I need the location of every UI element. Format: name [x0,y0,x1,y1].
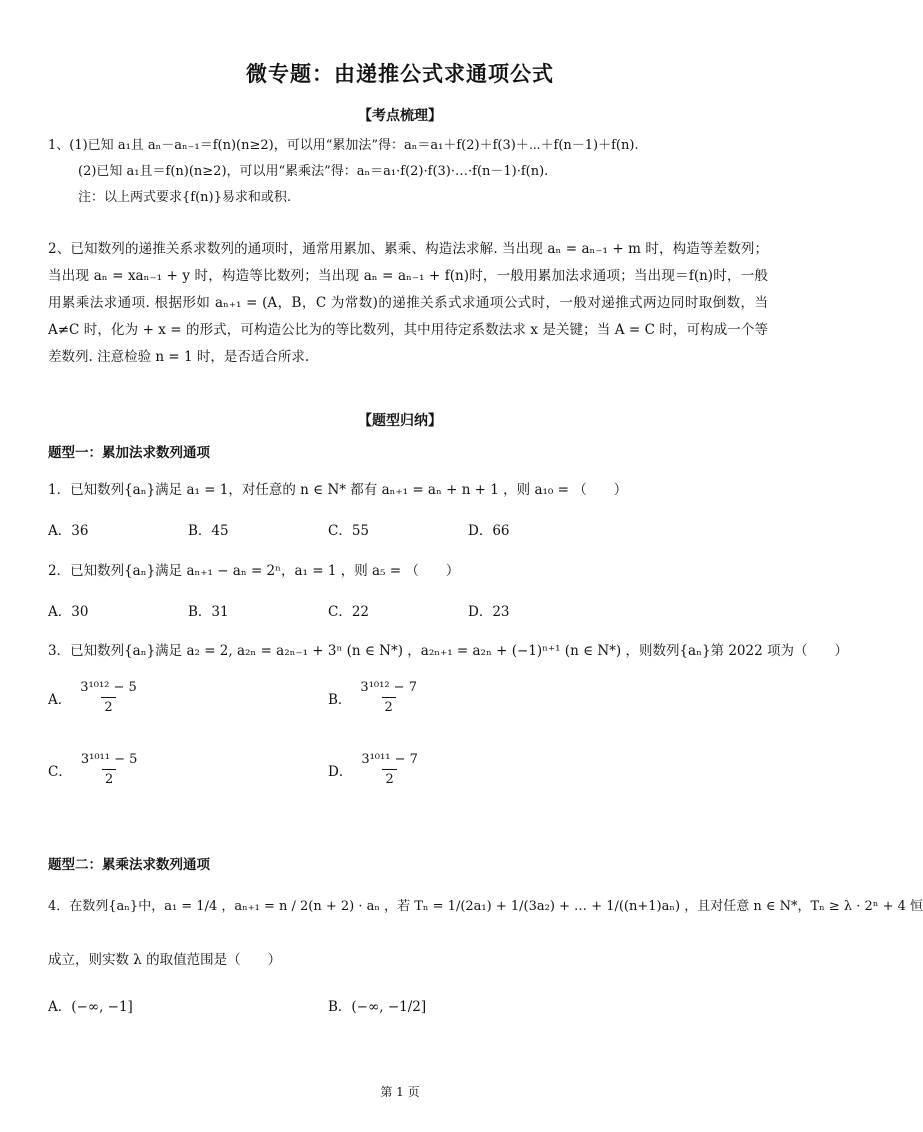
option-label: B． [328,691,352,708]
fraction [357,680,420,715]
type-2-heading: 题型二：累乘法求数列通项 [48,857,210,873]
question-2-option-c: C．22 [328,604,370,620]
section-heading-question-types: 【题型归纳】 [358,413,442,429]
fraction-denominator: 2 [382,769,396,787]
fraction-denominator: 2 [102,769,116,787]
question-1-option-c: C．55 [328,523,370,539]
fraction [78,752,141,787]
question-1: 1．已知数列{aₙ}满足 a₁ = 1，对任意的 n ∈ N* 都有 aₙ₊₁ = aₙ + n + 1 ，则 a₁₀ = （ ） [48,482,628,498]
fraction-numerator: 3¹⁰¹² − 5 [80,680,137,695]
question-2-option-a: A．30 [48,604,89,620]
option-label: A． [48,691,72,708]
fraction [77,680,140,715]
question-4-option-b: B．(−∞, −1/2] [328,999,427,1015]
fraction-denominator: 2 [101,697,115,715]
fraction-numerator: 3¹⁰¹¹ − 5 [80,752,138,767]
fraction-numerator: 3¹⁰¹² − 7 [360,680,417,695]
fraction [358,752,421,787]
question-3-option-a [48,680,140,715]
question-3: 3．已知数列{aₙ}满足 a₂ = 2, a₂ₙ = a₂ₙ₋₁ + 3ⁿ (n ∈ N*) ，a₂ₙ₊₁ = a₂ₙ + (−1)ⁿ⁺¹ (n ∈ N*) ，则数列{aₙ}第 2022 项为（ ） [48,643,848,659]
question-3-option-c [48,752,140,787]
option-label: D． [328,763,353,780]
question-2-option-d: D．23 [468,604,510,620]
question-4-line-1: 4．在数列{aₙ}中，a₁ = 1/4 ，aₙ₊₁ = n / 2(n + 2) · aₙ ，若 Tₙ = 1/(2a₁) + 1/(3a₂) + … + 1/((n+1)aₙ) ，且对任意 n ∈ N*，Tₙ ≥ λ · 2ⁿ + 4 恒 [48,899,923,914]
page-title: 微专题：由递推公式求通项公式 [246,62,554,86]
key-point-1a: 1、(1)已知 a₁且 aₙ－aₙ₋₁＝f(n)(n≥2)，可以用“累加法”得：aₙ＝a₁＋f(2)＋f(3)＋⋯＋f(n－1)＋f(n). [48,138,639,153]
fraction-numerator: 3¹⁰¹¹ − 7 [361,752,418,767]
question-1-option-d: D．66 [468,523,510,539]
question-2-option-b: B．31 [188,604,229,620]
question-3-option-d [328,752,421,787]
type-1-heading: 题型一：累加法求数列通项 [48,445,210,461]
question-2: 2．已知数列{aₙ}满足 aₙ₊₁ − aₙ = 2ⁿ，a₁ = 1 ，则 a₅ = （ ） [48,563,460,579]
section-heading-key-points: 【考点梳理】 [358,108,442,124]
page-number: 第 1 页 [380,1085,420,1099]
key-point-1c: 注：以上两式要求{f(n)}易求和或积. [78,190,292,205]
question-3-option-b [328,680,420,715]
question-4-option-a: A．(−∞, −1] [48,999,133,1015]
key-point-1b: (2)已知 a₁且＝f(n)(n≥2)，可以用“累乘法”得：aₙ＝a₁·f(2)·f(3)·…·f(n－1)·f(n). [78,164,549,179]
question-4-line-2: 成立，则实数 λ 的取值范围是（ ） [48,952,282,968]
option-label: C． [48,763,72,780]
fraction-denominator: 2 [382,697,396,715]
key-point-2: 2、已知数列的递推关系求数列的通项时，通常用累加、累乘、构造法求解. 当出现 aₙ = aₙ₋₁ + m 时，构造等差数列；当出现 aₙ = xaₙ₋₁ + y 时，构造等比数列；当出现 aₙ = aₙ₋₁ + f(n)时，一般用累加法求通项；当出现＝f(n)时，一般用累乘法求通项. 根据形如 aₙ₊₁ = (A，B，C 为常数)的递推关系式求通项公式时，一般对递推式两边同时取倒数，当 A≠C 时，化为 + x = 的形式，可构造公比为的等比数列，其中用待定系数法求 x 是关键；当 A = C 时，可构成一个等差数列. 注意检验 n = 1 时，是否适合所求. [48,241,768,365]
question-1-option-a: A．36 [48,523,89,539]
question-1-option-b: B．45 [188,523,229,539]
